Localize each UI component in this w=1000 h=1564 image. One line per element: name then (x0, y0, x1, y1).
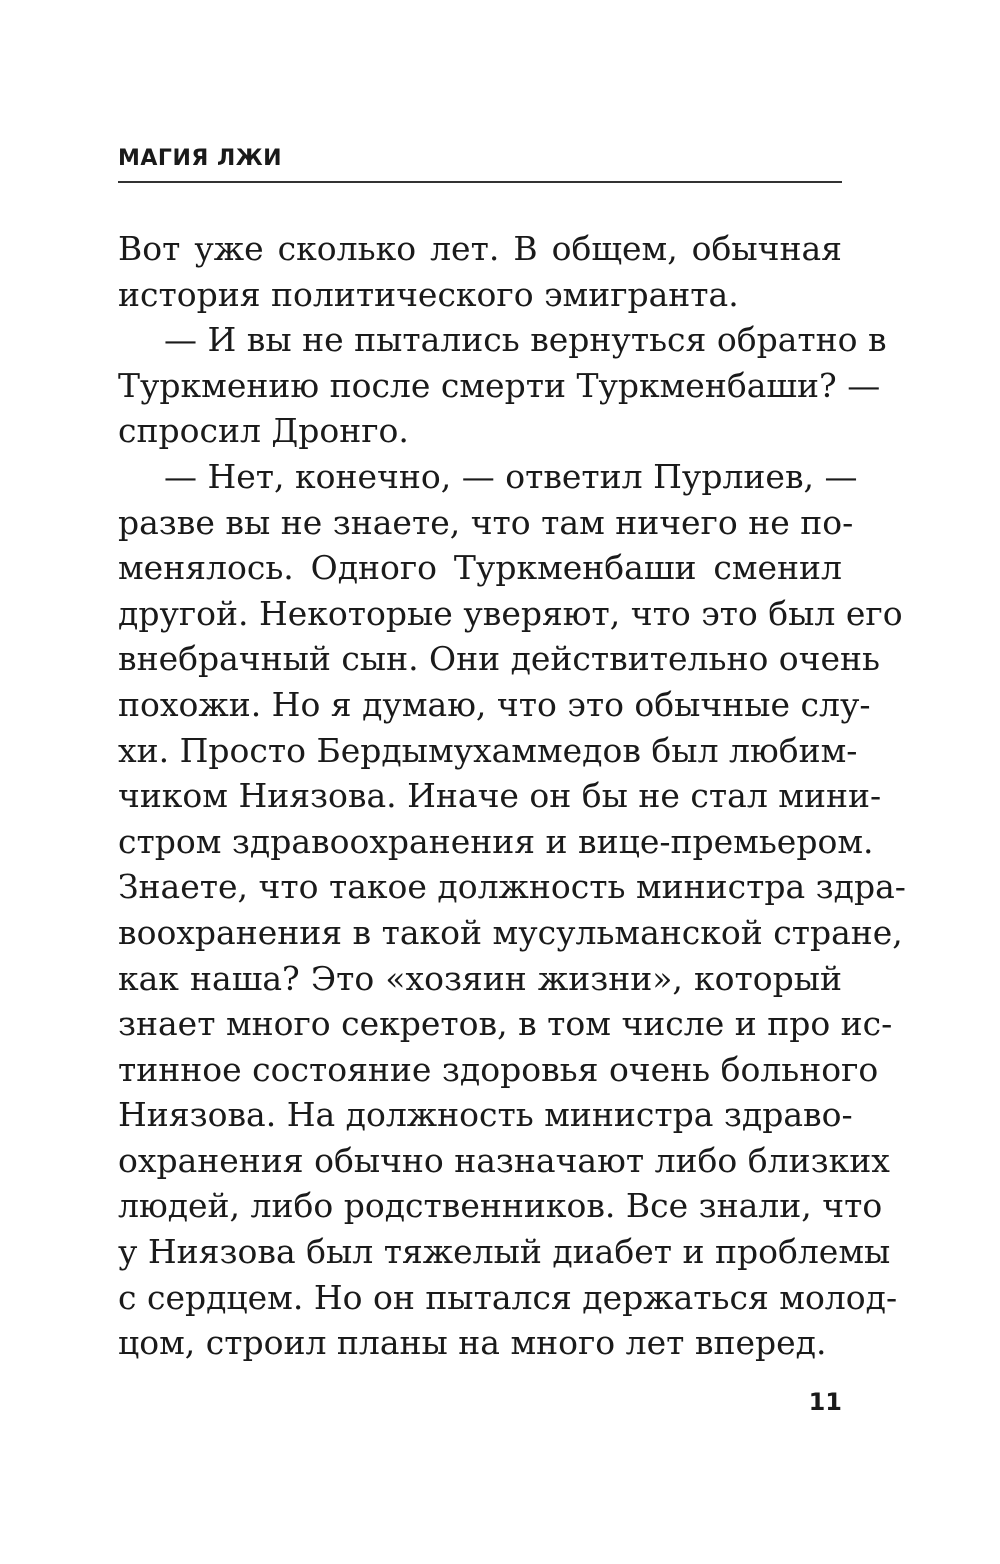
text-line: хи. Просто Бердымухаммедов был любим- (118, 730, 858, 770)
text-line: Ниязова. На должность министра здраво- (118, 1095, 853, 1135)
text-line: похожи. Но я думаю, что это обычные слу- (118, 684, 871, 724)
text-line: внебрачный сын. Они действительно очень (118, 639, 880, 679)
text-line: людей, либо родственников. Все знали, что (118, 1186, 883, 1226)
text-line: история политического эмигранта. (118, 274, 739, 314)
text-line: воохранения в такой мусульманской стране, (118, 912, 903, 952)
text-line: знает много секретов, в том числе и про ис- (118, 1004, 893, 1044)
text-line: охранения обычно назначают либо близких (118, 1140, 890, 1180)
text-line: тинное состояние здоровья очень больного (118, 1049, 879, 1089)
body-text (118, 226, 906, 1366)
header-divider (118, 181, 842, 183)
text-line: — Нет, конечно, — ответил Пурлиев, — (164, 456, 858, 496)
text-line: Туркмению после смерти Туркменбаши? — (118, 365, 881, 405)
text-line: — И вы не пытались вернуться обратно в (164, 320, 887, 360)
text-line: с сердцем. Но он пытался держаться молод- (118, 1277, 898, 1317)
text-line: цом, строил планы на много лет вперед. (118, 1323, 827, 1363)
text-line: менялось. Одного Туркменбаши сменил (118, 548, 842, 588)
text-line: Вот уже сколько лет. В общем, обычная (118, 229, 842, 268)
text-line: другой. Некоторые уверяют, что это был его (118, 593, 903, 633)
running-title: МАГИЯ ЛЖИ (118, 146, 283, 171)
page-number: 11 (808, 1388, 842, 1416)
text-line: чиком Ниязова. Иначе он бы не стал мини- (118, 776, 882, 816)
text-line: разве вы не знаете, что там ничего не по- (118, 502, 854, 542)
text-line: стром здравоохранения и вице-премьером. (118, 821, 874, 861)
text-line: как наша? Это «хозяин жизни», который (118, 958, 842, 998)
text-line: Знаете, что такое должность министра здра- (118, 867, 906, 907)
text-line: у Ниязова был тяжелый диабет и проблемы (118, 1232, 891, 1272)
text-line: спросил Дронго. (118, 411, 409, 451)
